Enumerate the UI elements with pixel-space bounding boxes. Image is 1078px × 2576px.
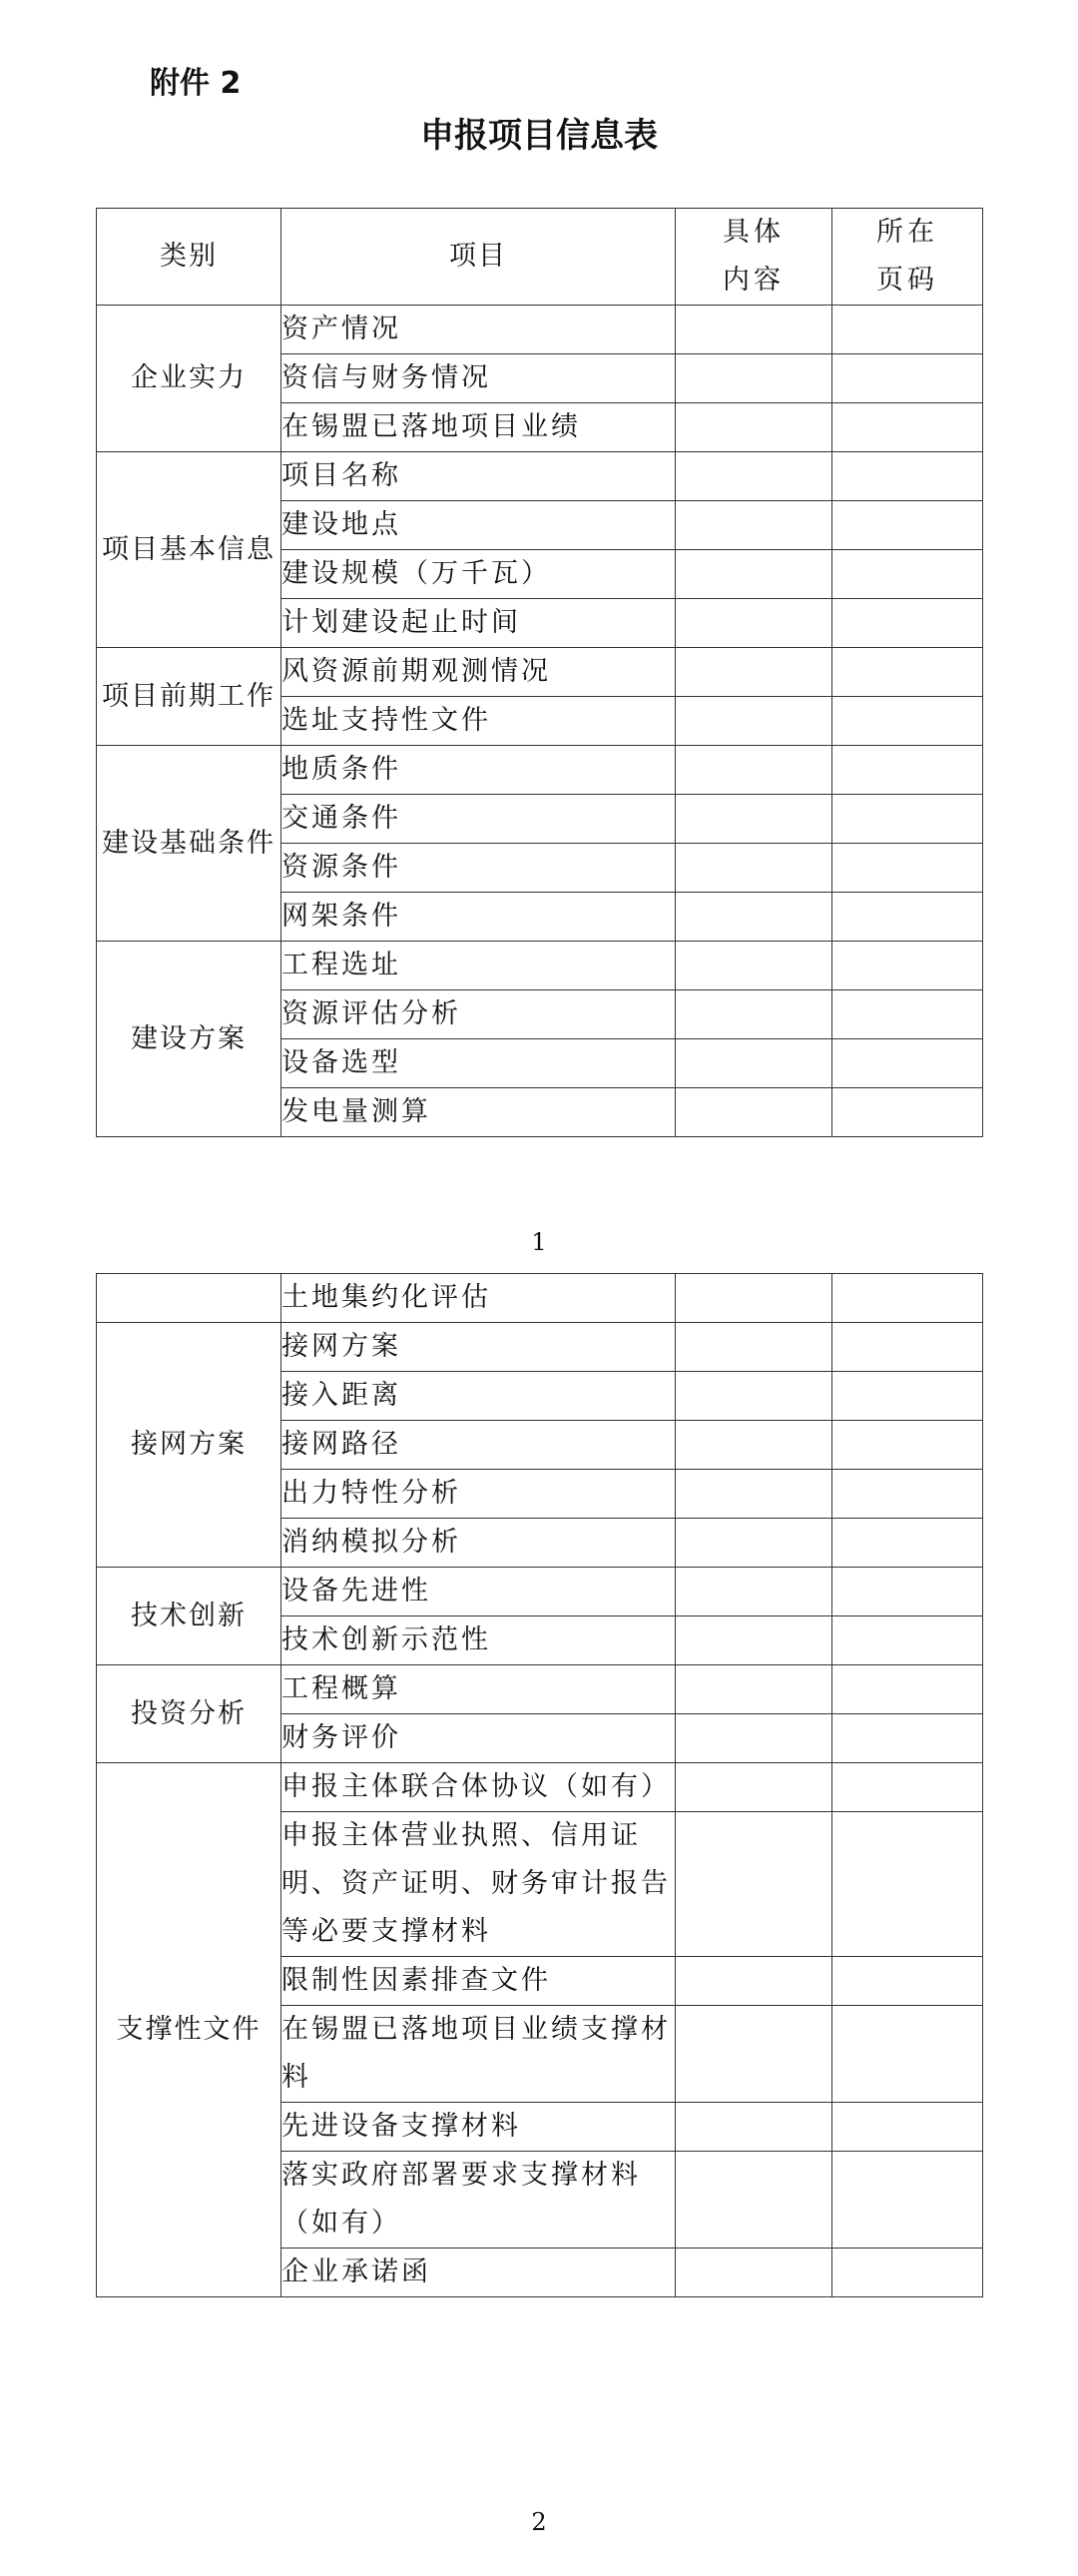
category-cell: 建设基础条件 [97,746,281,942]
item-cell: 交通条件 [281,795,676,844]
header-page [832,209,983,306]
item-cell: 选址支持性文件 [281,697,676,746]
page-cell [832,648,983,697]
page-cell [832,1957,983,2006]
content-cell [676,599,832,648]
header-content [676,209,832,306]
content-cell [676,2249,832,2297]
page-cell [832,1568,983,1616]
category-cell: 投资分析 [97,1665,281,1763]
page-cell [832,599,983,648]
header-content-line1: 具体 [723,217,785,248]
content-cell [676,648,832,697]
page-cell [832,452,983,501]
content-cell [676,501,832,550]
item-cell: 先进设备支撑材料 [281,2103,676,2152]
page-cell [832,697,983,746]
content-cell [676,746,832,795]
page-cell [832,550,983,599]
item-cell: 设备先进性 [281,1568,676,1616]
category-cell: 支撑性文件 [97,1763,281,2297]
table-row [97,1274,983,1323]
content-cell [676,1039,832,1088]
page-cell [832,2006,983,2103]
category-cell: 项目基本信息 [97,452,281,648]
item-cell: 风资源前期观测情况 [281,648,676,697]
item-cell: 资产情况 [281,306,676,354]
item-cell: 工程选址 [281,942,676,990]
item-cell: 限制性因素排查文件 [281,1957,676,2006]
category-cell [97,1274,281,1323]
page-cell [832,1714,983,1763]
item-cell: 网架条件 [281,893,676,942]
header-item: 项目 [281,209,676,306]
table-row [97,1568,983,1616]
info-table-page-1 [96,208,983,1137]
category-cell: 项目前期工作 [97,648,281,746]
category-cell: 建设方案 [97,942,281,1137]
content-cell [676,1957,832,2006]
page-cell [832,2249,983,2297]
table-row [97,942,983,990]
header-category: 类别 [97,209,281,306]
page-cell [832,2103,983,2152]
item-cell: 地质条件 [281,746,676,795]
content-cell [676,1714,832,1763]
category-cell: 接网方案 [97,1323,281,1568]
table-row [97,746,983,795]
document-title: 申报项目信息表 [420,116,658,156]
page-cell [832,990,983,1039]
page-cell [832,306,983,354]
content-cell [676,1616,832,1665]
content-cell [676,2152,832,2249]
item-cell: 企业承诺函 [281,2249,676,2297]
content-cell [676,550,832,599]
page-number-2: 2 [531,2508,547,2536]
category-cell: 技术创新 [97,1568,281,1665]
content-cell [676,1323,832,1372]
page-cell [832,1812,983,1957]
header-page-line2: 页码 [876,265,938,296]
info-table-page-2 [96,1273,983,2297]
content-cell [676,942,832,990]
content-cell [676,306,832,354]
content-cell [676,795,832,844]
content-cell [676,1421,832,1470]
item-cell: 接网方案 [281,1323,676,1372]
item-cell: 申报主体营业执照、信用证明、资产证明、财务审计报告等必要支撑材料 [281,1812,676,1957]
content-cell [676,1812,832,1957]
content-cell [676,354,832,403]
page-number-1: 1 [531,1228,547,1256]
table-row [97,1763,983,1812]
page-cell [832,1323,983,1372]
content-cell [676,1665,832,1714]
table-row [97,452,983,501]
page-cell [832,403,983,452]
page-cell [832,1763,983,1812]
item-cell: 在锡盟已落地项目业绩 [281,403,676,452]
page-cell [832,2152,983,2249]
item-cell: 计划建设起止时间 [281,599,676,648]
item-cell: 财务评价 [281,1714,676,1763]
item-cell: 设备选型 [281,1039,676,1088]
page-cell [832,1039,983,1088]
content-cell [676,1519,832,1568]
item-cell: 落实政府部署要求支撑材料（如有） [281,2152,676,2249]
content-cell [676,1372,832,1421]
table-row [97,306,983,354]
page-cell [832,746,983,795]
page-cell [832,354,983,403]
page-cell [832,1274,983,1323]
item-cell: 建设规模（万千瓦） [281,550,676,599]
header-content-line2: 内容 [723,265,785,296]
item-cell: 建设地点 [281,501,676,550]
item-cell: 接网路径 [281,1421,676,1470]
page-cell [832,942,983,990]
item-cell: 资源条件 [281,844,676,893]
annex-label: 附件 2 [150,66,242,101]
content-cell [676,893,832,942]
table-header-row [97,209,983,306]
item-cell: 资信与财务情况 [281,354,676,403]
item-cell: 发电量测算 [281,1088,676,1137]
table-row [97,1323,983,1372]
item-cell: 工程概算 [281,1665,676,1714]
table-row [97,648,983,697]
page-cell [832,1421,983,1470]
item-cell: 项目名称 [281,452,676,501]
content-cell [676,1088,832,1137]
item-cell: 在锡盟已落地项目业绩支撑材料 [281,2006,676,2103]
item-cell: 土地集约化评估 [281,1274,676,1323]
item-cell: 出力特性分析 [281,1470,676,1519]
page-cell [832,1372,983,1421]
page-cell [832,844,983,893]
content-cell [676,452,832,501]
content-cell [676,844,832,893]
item-cell: 技术创新示范性 [281,1616,676,1665]
page-cell [832,1470,983,1519]
category-cell: 企业实力 [97,306,281,452]
page-cell [832,795,983,844]
content-cell [676,2103,832,2152]
item-cell: 消纳模拟分析 [281,1519,676,1568]
content-cell [676,1763,832,1812]
table-row [97,1665,983,1714]
page-cell [832,893,983,942]
content-cell [676,2006,832,2103]
content-cell [676,1274,832,1323]
content-cell [676,1568,832,1616]
item-cell: 接入距离 [281,1372,676,1421]
content-cell [676,990,832,1039]
page-cell [832,1519,983,1568]
content-cell [676,697,832,746]
content-cell [676,403,832,452]
content-cell [676,1470,832,1519]
header-page-line1: 所在 [876,217,938,248]
page-cell [832,501,983,550]
page-cell [832,1088,983,1137]
page-cell [832,1665,983,1714]
item-cell: 申报主体联合体协议（如有） [281,1763,676,1812]
item-cell: 资源评估分析 [281,990,676,1039]
page-cell [832,1616,983,1665]
